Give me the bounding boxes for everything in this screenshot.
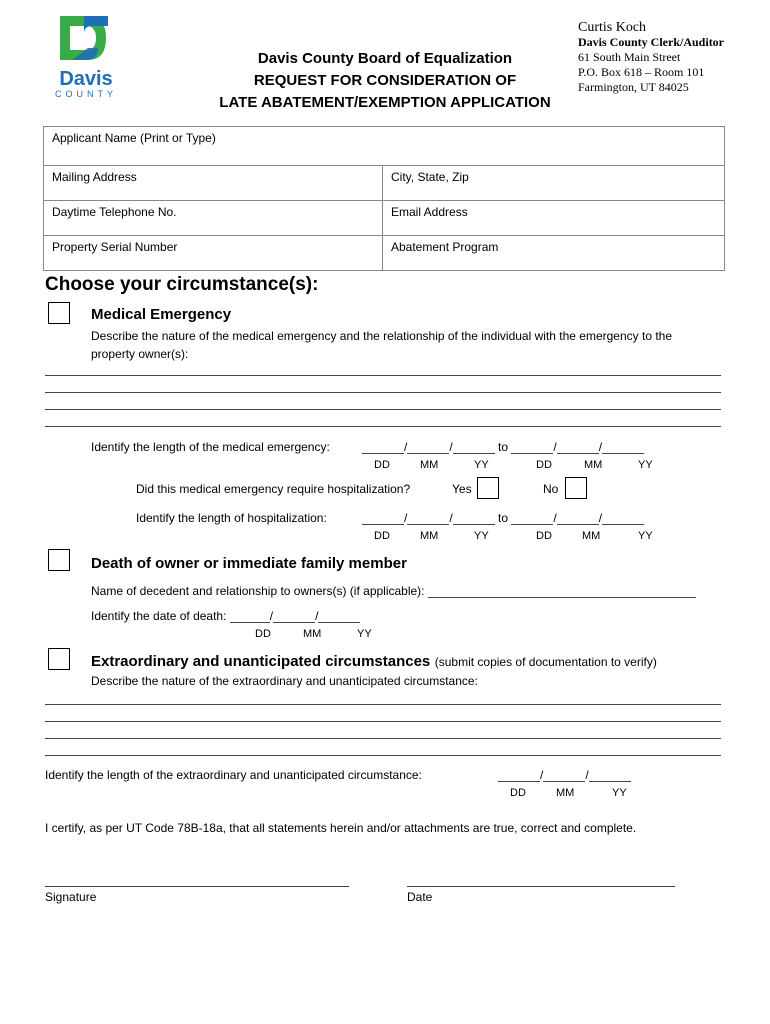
medical-length-label: Identify the length of the medical emergency: — [91, 440, 330, 454]
decedent-input-line[interactable] — [428, 585, 696, 598]
abatement-program-field[interactable] — [383, 236, 725, 271]
serial-number-label: Property Serial Number — [52, 240, 178, 254]
date-blank[interactable] — [362, 441, 404, 454]
mailing-address-field[interactable] — [44, 166, 383, 201]
office-address — [578, 20, 724, 95]
email-field[interactable] — [383, 201, 725, 236]
no-label: No — [543, 482, 559, 496]
medical-write-line[interactable] — [45, 392, 721, 394]
medical-description — [91, 327, 672, 363]
date-blank[interactable] — [543, 769, 585, 782]
abatement-program-label: Abatement Program — [391, 240, 499, 254]
date-blank[interactable] — [453, 441, 495, 454]
decedent-label: Name of decedent and relationship to owners(s) (if applicable): — [91, 584, 425, 598]
signature-label: Signature — [45, 890, 97, 904]
city-address: Farmington, UT 84025 — [578, 80, 689, 94]
hospitalization-length-dates: / / to / / — [362, 511, 644, 525]
yy-label: YY — [638, 530, 653, 542]
hospitalization-no-checkbox[interactable] — [565, 477, 587, 499]
date-blank[interactable] — [453, 512, 495, 525]
date-blank[interactable] — [273, 610, 315, 623]
date-label: Date — [407, 890, 433, 904]
dd-label: DD — [374, 459, 390, 471]
date-blank[interactable] — [407, 441, 449, 454]
applicant-name-label: Applicant Name (Print or Type) — [52, 131, 216, 145]
date-blank[interactable] — [498, 769, 540, 782]
title-line-3: LATE ABATEMENT/EXEMPTION APPLICATION — [219, 94, 551, 111]
date-blank[interactable] — [511, 512, 553, 525]
date-blank[interactable] — [230, 610, 270, 623]
to-text: to — [498, 440, 509, 454]
to-text: to — [498, 511, 509, 525]
death-date-label: Identify the date of death: — [91, 609, 227, 623]
yy-label: YY — [357, 628, 372, 640]
decedent-row — [91, 584, 696, 598]
extraordinary-describe: Describe the nature of the extraordinary and unanticipated circumstance: — [91, 674, 478, 688]
form-title — [200, 48, 570, 114]
applicant-name-field[interactable] — [44, 127, 725, 166]
yy-label: YY — [638, 459, 653, 471]
extraordinary-heading: Extraordinary and unanticipated circumstances — [91, 653, 431, 670]
date-blank[interactable] — [318, 610, 360, 623]
clerk-role: Davis County Clerk/Auditor — [578, 35, 725, 49]
signature-line[interactable] — [45, 886, 349, 887]
medical-heading: Medical Emergency — [91, 306, 232, 323]
death-checkbox[interactable] — [48, 549, 70, 571]
date-blank[interactable] — [557, 512, 599, 525]
yy-label: YY — [474, 459, 489, 471]
medical-length-dates: / / to / / — [362, 440, 644, 454]
medical-write-line[interactable] — [45, 375, 721, 377]
dd-label: DD — [255, 628, 271, 640]
mm-label: MM — [582, 530, 601, 542]
city-state-zip-field[interactable] — [383, 166, 725, 201]
extraordinary-write-line[interactable] — [45, 738, 721, 740]
extraordinary-write-line[interactable] — [45, 721, 721, 723]
date-blank[interactable] — [602, 441, 644, 454]
mm-label: MM — [420, 459, 439, 471]
mm-label: MM — [420, 530, 439, 542]
dd-label: DD — [536, 530, 552, 542]
hospitalization-yes-checkbox[interactable] — [477, 477, 499, 499]
extraordinary-note: (submit copies of documentation to verify) — [434, 655, 657, 669]
date-blank[interactable] — [511, 441, 553, 454]
logo-mark-icon — [48, 12, 124, 64]
extraordinary-write-line[interactable] — [45, 704, 721, 706]
yy-label: YY — [474, 530, 489, 542]
po-box: P.O. Box 618 – Room 101 — [578, 65, 705, 79]
extraordinary-length-dates: / / — [498, 768, 631, 782]
extraordinary-write-line[interactable] — [45, 755, 721, 757]
date-blank[interactable] — [602, 512, 644, 525]
hospitalization-length-label: Identify the length of hospitalization: — [136, 511, 327, 525]
logo-subtext: COUNTY — [55, 89, 117, 99]
serial-number-field[interactable] — [44, 236, 383, 271]
medical-desc-line-1: Describe the nature of the medical emergency and the relationship of the individual with the emergency to the — [91, 329, 673, 343]
title-line-1: Davis County Board of Equalization — [257, 50, 513, 67]
extraordinary-checkbox[interactable] — [48, 648, 70, 670]
dd-label: DD — [536, 459, 552, 471]
phone-field[interactable] — [44, 201, 383, 236]
certification-statement: I certify, as per UT Code 78B-18a, that all statements herein and/or attachments are true, correct and complete. — [45, 821, 637, 835]
yes-label: Yes — [452, 482, 472, 496]
dd-label: DD — [374, 530, 390, 542]
death-heading: Death of owner or immediate family member — [91, 555, 407, 572]
extraordinary-length-label: Identify the length of the extraordinary and unanticipated circumstance: — [45, 768, 422, 782]
date-blank[interactable] — [407, 512, 449, 525]
clerk-name: Curtis Koch — [578, 20, 647, 35]
date-blank[interactable] — [557, 441, 599, 454]
dd-label: DD — [510, 787, 526, 799]
date-blank[interactable] — [589, 769, 631, 782]
extraordinary-heading-row — [91, 653, 657, 671]
mm-label: MM — [303, 628, 322, 640]
city-state-zip-label: City, State, Zip — [391, 170, 469, 184]
yy-label: YY — [612, 787, 627, 799]
mm-label: MM — [556, 787, 575, 799]
mailing-address-label: Mailing Address — [52, 170, 137, 184]
applicant-info-table — [43, 126, 725, 271]
death-date-row: Identify the date of death: / / — [91, 609, 360, 623]
phone-label: Daytime Telephone No. — [52, 205, 177, 219]
logo-text: Davis — [59, 68, 113, 90]
medical-emergency-checkbox[interactable] — [48, 302, 70, 324]
medical-desc-line-2: property owner(s): — [91, 347, 189, 361]
medical-write-line[interactable] — [45, 409, 721, 411]
email-label: Email Address — [391, 205, 468, 219]
date-blank[interactable] — [362, 512, 404, 525]
title-line-2: REQUEST FOR CONSIDERATION OF — [253, 72, 517, 89]
date-line[interactable] — [407, 886, 675, 887]
street-address: 61 South Main Street — [578, 50, 681, 64]
hospitalization-question: Did this medical emergency require hospitalization? — [136, 482, 411, 496]
medical-write-line[interactable] — [45, 426, 721, 428]
davis-county-logo — [48, 12, 124, 98]
mm-label: MM — [584, 459, 603, 471]
section-title: Choose your circumstance(s): — [45, 274, 319, 295]
